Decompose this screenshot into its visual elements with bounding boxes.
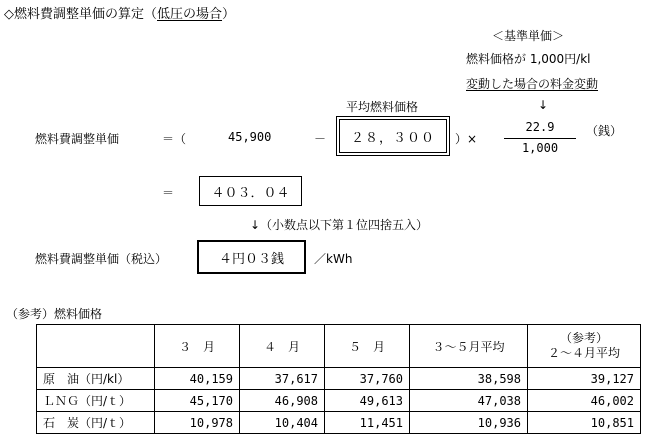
table-header-cell bbox=[37, 325, 155, 368]
avg-price-box bbox=[336, 116, 450, 156]
result-value: ４０３．０４ bbox=[211, 185, 290, 201]
reference-title: （参考）燃料価格 bbox=[6, 307, 103, 321]
table-cell: 10,404 bbox=[240, 412, 325, 434]
table-row-label: 石 炭（円/ｔ） bbox=[37, 412, 155, 434]
table-cell: 39,127 bbox=[528, 368, 641, 390]
table-header-cell: ４ 月 bbox=[240, 325, 325, 368]
equals-open-paren: ＝（ bbox=[162, 132, 187, 146]
table-cell: 49,613 bbox=[325, 390, 410, 412]
diamond-icon: ◇ bbox=[4, 7, 14, 22]
final-unit: ／kWh bbox=[314, 252, 353, 266]
minus-sign: － bbox=[314, 132, 327, 146]
table-header-row bbox=[37, 325, 641, 368]
down-arrow-icon: ↓ bbox=[538, 98, 549, 112]
result-box bbox=[199, 176, 302, 206]
table-cell: 11,451 bbox=[325, 412, 410, 434]
unit-sen: （銭） bbox=[586, 124, 623, 138]
standard-heading: ＜基準単価＞ bbox=[492, 29, 565, 43]
standard-line1: 燃料価格が 1,000円/kl bbox=[466, 52, 591, 66]
fuel-price-table bbox=[36, 324, 641, 434]
table-cell: 40,159 bbox=[155, 368, 240, 390]
table-cell: 46,002 bbox=[528, 390, 641, 412]
avg-price-label: 平均燃料価格 bbox=[346, 100, 419, 114]
base-price: 45,900 bbox=[228, 130, 272, 144]
table-cell: 45,170 bbox=[155, 390, 240, 412]
table-cell: 47,038 bbox=[410, 390, 528, 412]
table-cell: 37,617 bbox=[240, 368, 325, 390]
table-header-cell: （参考） ２～４月平均 bbox=[528, 325, 641, 368]
table-cell: 37,760 bbox=[325, 368, 410, 390]
table-cell: 46,908 bbox=[240, 390, 325, 412]
final-value: ４円０３銭 bbox=[218, 251, 284, 267]
avg-price-value: ２８，３００ bbox=[350, 130, 435, 146]
close-paren-times: ）× bbox=[455, 132, 478, 146]
table-row-label: ＬＮＧ（円/ｔ） bbox=[37, 390, 155, 412]
table-row bbox=[37, 390, 641, 412]
table-row bbox=[37, 368, 641, 390]
fraction-bar bbox=[504, 138, 576, 139]
rounding-note: ↓（小数点以下第１位四捨五入） bbox=[250, 218, 429, 232]
equals-sign: ＝ bbox=[162, 186, 175, 200]
table-cell: 10,851 bbox=[528, 412, 641, 434]
standard-line2: 変動した場合の料金変動 bbox=[466, 77, 599, 91]
fraction-denominator: 1,000 bbox=[521, 141, 559, 155]
table-row-label: 原 油（円/kl） bbox=[37, 368, 155, 390]
final-box bbox=[197, 240, 306, 274]
table-cell: 10,936 bbox=[410, 412, 528, 434]
table-header-cell: ３ 月 bbox=[155, 325, 240, 368]
formula-label: 燃料費調整単価 bbox=[35, 132, 120, 146]
fraction-numerator: 22.9 bbox=[525, 120, 555, 134]
page-title: ◇燃料費調整単価の算定（低圧の場合） bbox=[4, 7, 236, 22]
final-label: 燃料費調整単価（税込） bbox=[35, 252, 168, 266]
table-cell: 38,598 bbox=[410, 368, 528, 390]
table-header-cell: ５ 月 bbox=[325, 325, 410, 368]
table-cell: 10,978 bbox=[155, 412, 240, 434]
table-header-cell: ３～５月平均 bbox=[410, 325, 528, 368]
table-row bbox=[37, 412, 641, 434]
